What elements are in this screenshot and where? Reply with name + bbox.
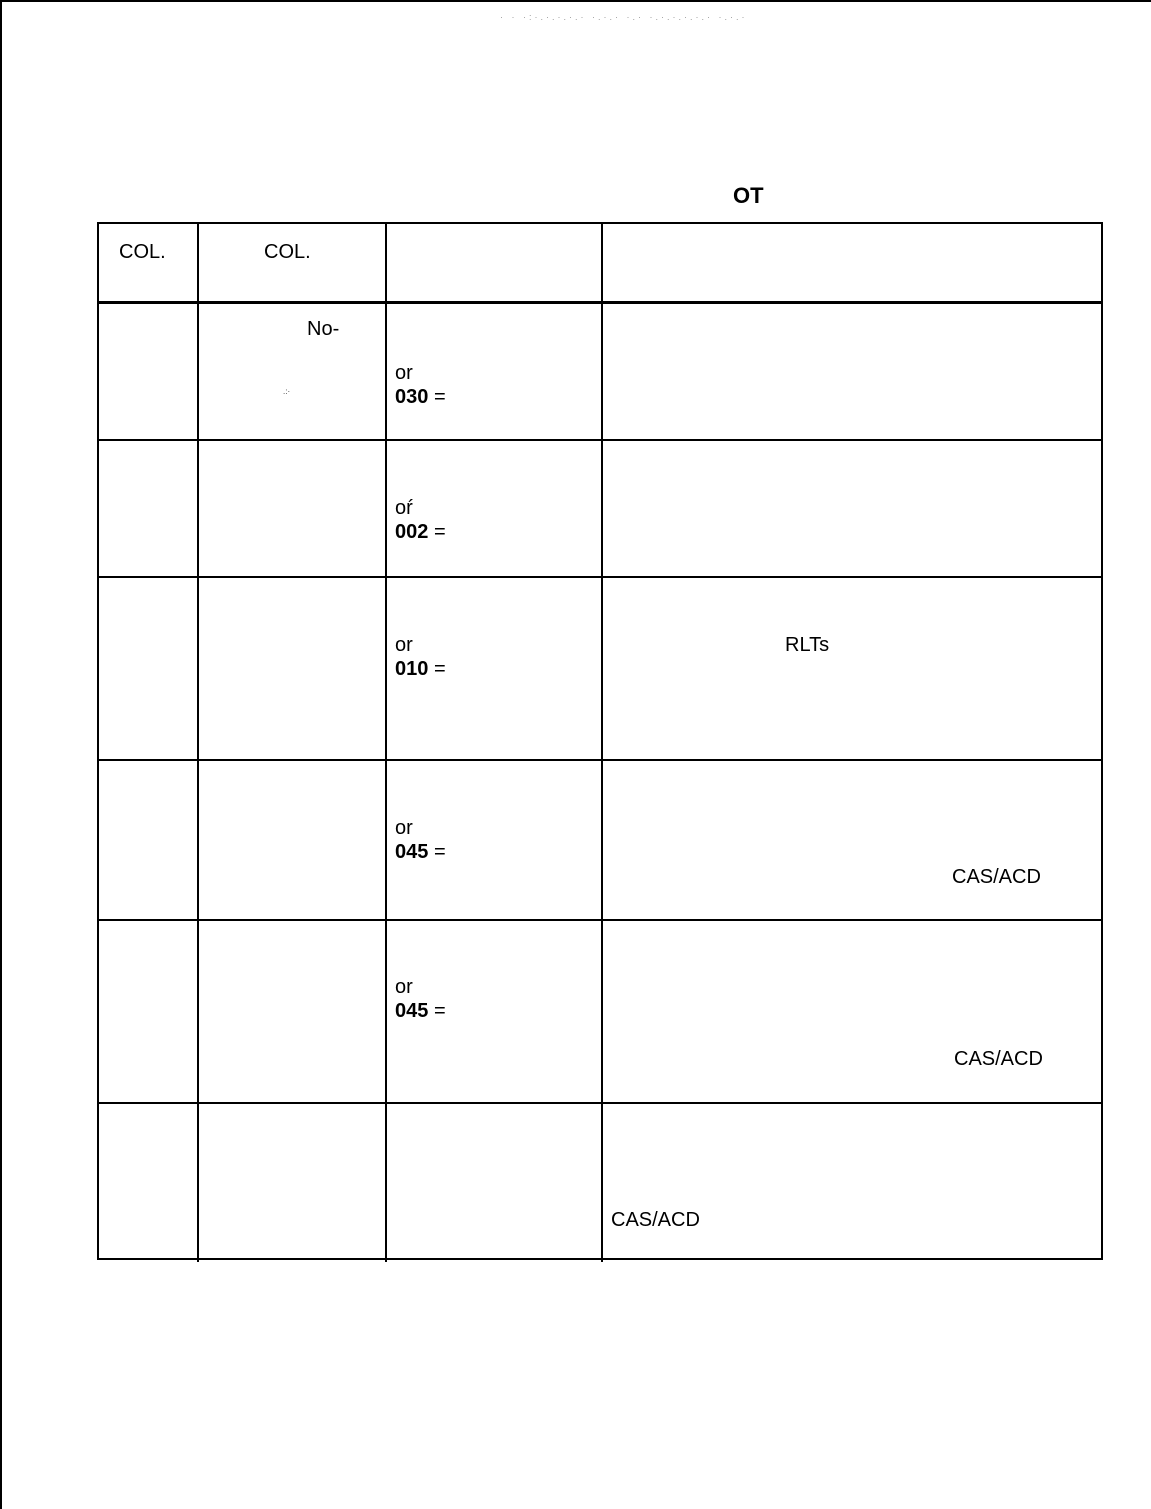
row2-or: oŕ	[395, 497, 413, 519]
header-col2: COL.	[264, 241, 311, 263]
row2-code: 002 =	[395, 521, 446, 543]
top-rule	[0, 0, 1151, 2]
row-divider	[99, 759, 1101, 761]
scan-noise: · · ·:·.·.·.·.· ·.·.· ·.· ·.·.·.·.·.· ·.·.·	[500, 12, 748, 22]
row5-or: or	[395, 976, 413, 998]
row1-col2-text: No-	[307, 318, 340, 340]
row3-desc: RLTs	[785, 634, 830, 656]
row-divider	[99, 576, 1101, 578]
header-divider	[99, 301, 1101, 304]
column-divider	[197, 222, 199, 1262]
column-divider	[385, 222, 387, 1262]
left-rule	[0, 0, 2, 1509]
row1-code: 030 =	[395, 386, 446, 408]
row4-code: 045 =	[395, 841, 446, 863]
header-col1: COL.	[119, 241, 166, 263]
row1-scan-mark: .:·	[283, 387, 291, 396]
table-top-border	[99, 222, 1101, 224]
row1-or: or	[395, 362, 413, 384]
row5-desc: CAS/ACD	[954, 1048, 1043, 1070]
row-divider	[99, 439, 1101, 441]
row5-code: 045 =	[395, 1000, 446, 1022]
row-divider	[99, 1102, 1101, 1104]
form-table	[97, 222, 1103, 1260]
row4-or: or	[395, 817, 413, 839]
row6-desc: CAS/ACD	[611, 1209, 700, 1231]
row4-desc: CAS/ACD	[952, 866, 1041, 888]
row3-code: 010 =	[395, 658, 446, 680]
column-divider	[601, 222, 603, 1262]
row-divider	[99, 919, 1101, 921]
row3-or: or	[395, 634, 413, 656]
title-fragment: OT	[733, 183, 764, 208]
